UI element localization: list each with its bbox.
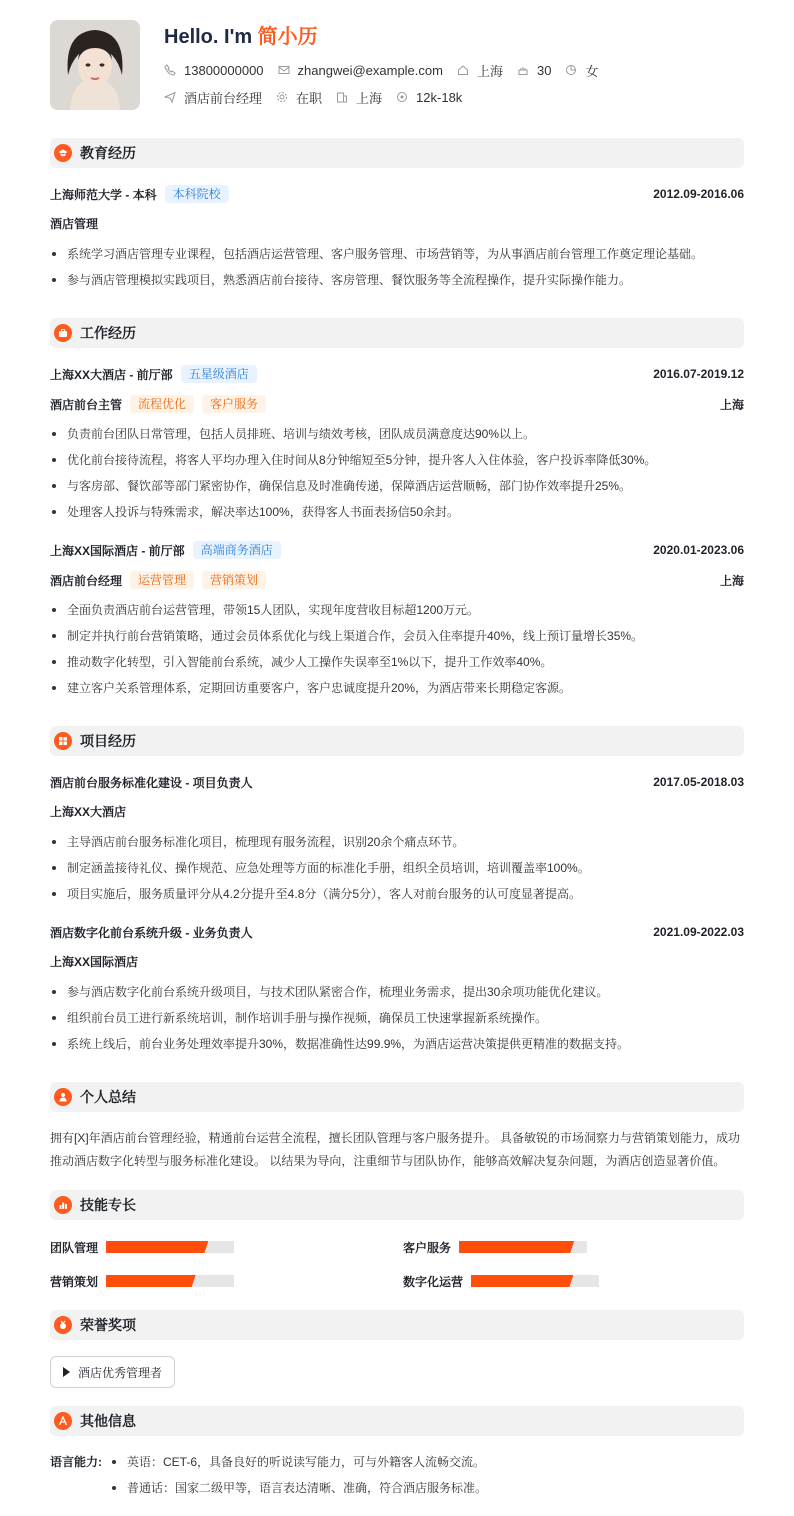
section-skills-header [50,1190,744,1220]
target-job-value: 酒店前台经理 [184,90,263,106]
summary-line: 拥有[X]年酒店前台管理经验，精通前台运营全流程，擅长团队管理与客户服务提升。 具备敏锐的市场洞察力与营销策划能力，成功 [50,1131,741,1145]
education-major: 酒店管理 [50,217,99,231]
section-title: 工作经历 [80,325,136,341]
building-icon [336,91,348,103]
work-role-row [50,570,744,590]
greeting-title [164,20,318,49]
salary-icon [396,91,408,103]
skill-name: 营销策划 [50,1274,99,1289]
skill-bar-fill [459,1241,574,1253]
company-tag: 五星级酒店 [181,365,257,383]
skill-bar [471,1275,599,1287]
gender-value: 女 [585,63,599,79]
project-header-row [50,772,744,792]
company-name: 上海XX国际酒店 - 前厅部 [50,543,185,558]
contact-line [164,61,612,79]
list-item: 制定并执行前台营销策略，通过会员体系优化与线上渠道合作，会员入住率提升40%，线上预订量增长35%。 [50,626,750,646]
project-title: 酒店前台服务标准化建设 - 项目负责人 [50,775,253,790]
section-title: 其他信息 [80,1413,136,1429]
status-icon [276,91,288,103]
age-icon [517,64,529,76]
work-header-row [50,540,744,560]
role-tag: 客户服务 [202,395,266,413]
list-item: 系统上线后，前台业务处理效率提升30%，数据准确性达99.9%，为酒店运营决策提供更精准的数据支持。 [50,1034,750,1054]
work-date: 2016.07-2019.12 [653,367,744,381]
list-item: 参与酒店数字化前台系统升级项目，与技术团队紧密合作，梳理业务需求，提出30余项功能优化建议。 [50,982,750,1002]
job-line [164,88,476,106]
list-item: 主导酒店前台服务标准化项目，梳理现有服务流程，识别20余个痛点环节。 [50,832,750,852]
project-header-row [50,922,744,942]
gender-icon [565,64,577,76]
summary-line: 推动酒店数字化转型与服务标准化建设。 以结果为导向，注重细节与团队协作，能够高效解决复杂问题，为酒店创造显著价值。 [50,1154,726,1168]
list-item: 组织前台员工进行新系统培训，制作培训手册与操作视频，确保员工快速掌握新系统操作。 [50,1008,750,1028]
skill-bar-fill [471,1275,573,1287]
medal-icon [54,1316,72,1334]
list-item: 英语：CET-6，具备良好的听说读写能力，可与外籍客人流畅交流。 [110,1452,750,1472]
skill-item [50,1240,234,1254]
role-tag: 运营管理 [130,571,194,589]
project-date: 2021.09-2022.03 [653,925,744,939]
section-title: 项目经历 [80,733,136,749]
location-value: 上海 [476,63,503,79]
work-city: 上海 [719,397,744,412]
list-item: 处理客人投诉与特殊需求，解决率达100%，获得客人书面表扬信50余封。 [50,502,750,522]
briefcase-icon [54,324,72,342]
phone-icon [164,64,176,76]
list-item: 与客房部、餐饮部等部门紧密协作，确保信息及时准确传递，保障酒店运营顺畅，部门协作效率提升25%。 [50,476,750,496]
section-title: 教育经历 [80,145,136,161]
skill-item [403,1240,587,1254]
school-tag: 本科院校 [165,185,229,203]
skill-name: 团队管理 [50,1240,99,1255]
job-role: 酒店前台主管 [50,397,123,412]
phone-value: 13800000000 [184,62,264,78]
school-name: 上海师范大学 - 本科 [50,187,157,202]
list-item: 推动数字化转型，引入智能前台系统，减少人工操作失误率至1%以下，提升工作效率40%。 [50,652,750,672]
skill-bar [459,1241,587,1253]
section-title: 个人总结 [80,1089,136,1105]
list-item: 参与酒店管理模拟实践项目，熟悉酒店前台接待、客房管理、餐饮服务等全流程操作，提升实际操作能力。 [50,270,750,290]
skill-bar-fill [106,1275,196,1287]
project-org: 上海XX大酒店 [50,805,127,819]
language-icon [54,1412,72,1430]
graduation-cap-icon [54,144,72,162]
list-item: 建立客户关系管理体系，定期回访重要客户，客户忠诚度提升20%，为酒店带来长期稳定客源。 [50,678,750,698]
list-item: 项目实施后，服务质量评分从4.2分提升至4.8分（满分5分），客人对前台服务的认可度显著提高。 [50,884,750,904]
status-value: 在职 [296,90,323,106]
skill-bar-fill [106,1241,208,1253]
section-work-header [50,318,744,348]
skill-bar [106,1275,234,1287]
skill-item [403,1274,599,1288]
age-value: 30 [536,62,552,78]
section-other-header [50,1406,744,1436]
section-title: 技能专长 [80,1197,136,1213]
section-summary-header [50,1082,744,1112]
home-icon [457,64,469,76]
target-city-value: 上海 [356,90,383,106]
bar-chart-icon [54,1196,72,1214]
grid-icon [54,732,72,750]
award-label: 酒店优秀管理者 [78,1365,163,1380]
skill-name: 客户服务 [403,1240,452,1255]
section-education-header [50,138,744,168]
work-role-row [50,394,744,414]
email-value: zhangwei@example.com [297,62,443,78]
salary-value: 12k-18k [416,89,463,105]
list-item: 系统学习酒店管理专业课程，包括酒店运营管理、客户服务管理、市场营销等，为从事酒店前台管理工作奠定理论基础。 [50,244,750,264]
role-tag: 营销策划 [202,571,266,589]
section-awards-header [50,1310,744,1340]
person-icon [54,1088,72,1106]
list-item: 普通话：国家二级甲等，语言表达清晰、准确，符合酒店服务标准。 [110,1478,750,1498]
list-item: 负责前台团队日常管理，包括人员排班、培训与绩效考核，团队成员满意度达90%以上。 [50,424,750,444]
send-icon [164,91,176,103]
list-item: 全面负责酒店前台运营管理，带领15人团队，实现年度营收目标超1200万元。 [50,600,750,620]
skill-bar [106,1241,234,1253]
summary-text [50,1127,744,1173]
work-header-row [50,364,744,384]
language-label: 语言能力: [50,1455,102,1469]
greeting-text: Hello. I'm [164,26,253,48]
list-item: 优化前台接待流程，将客人平均办理入住时间从8分钟缩短至5分钟，提升客人入住体验，客户投诉率降低30%。 [50,450,750,470]
education-header-row [50,184,744,204]
project-title: 酒店数字化前台系统升级 - 业务负责人 [50,925,253,940]
job-role: 酒店前台经理 [50,573,123,588]
list-item: 制定涵盖接待礼仪、操作规范、应急处理等方面的标准化手册，组织全员培训，培训覆盖率100%。 [50,858,750,878]
work-city: 上海 [719,573,744,588]
section-project-header [50,726,744,756]
candidate-name: 简小历 [257,26,318,48]
skill-item [50,1274,234,1288]
project-org: 上海XX国际酒店 [50,955,139,969]
email-icon [278,64,290,76]
education-date: 2012.09-2016.06 [653,187,744,201]
company-name: 上海XX大酒店 - 前厅部 [50,367,173,382]
work-date: 2020.01-2023.06 [653,543,744,557]
skill-name: 数字化运营 [403,1274,464,1289]
role-tag: 流程优化 [130,395,194,413]
award-item [50,1356,175,1388]
avatar [50,20,140,110]
company-tag: 高端商务酒店 [193,541,281,559]
play-icon [63,1367,70,1377]
project-date: 2017.05-2018.03 [653,775,744,789]
section-title: 荣誉奖项 [80,1317,136,1333]
